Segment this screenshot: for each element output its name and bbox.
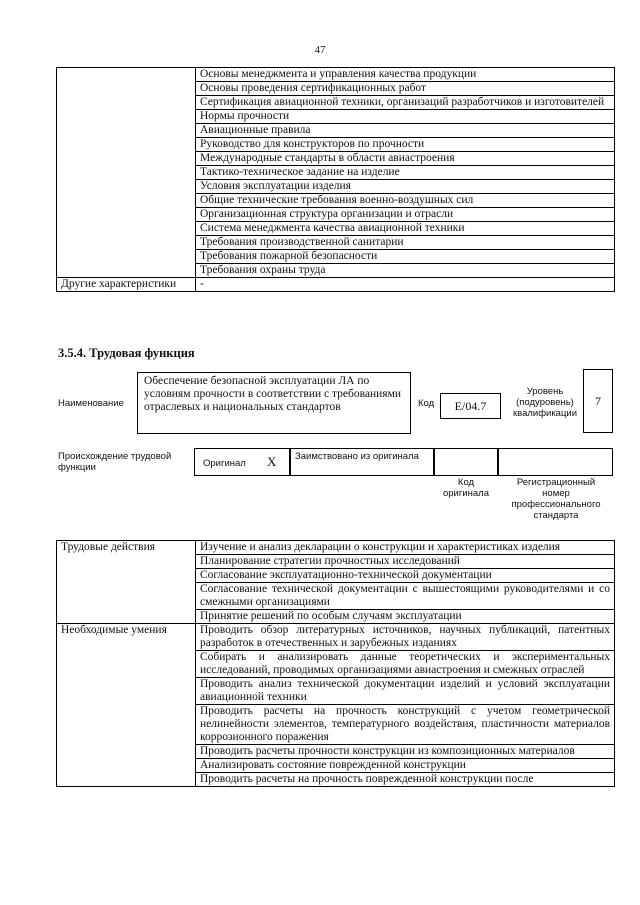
knowledge-item: Требования производственной санитарии	[196, 236, 615, 250]
knowledge-label-cell	[57, 68, 196, 278]
borrowed-box: Заимствовано из оригинала	[290, 448, 434, 476]
code-original-box	[434, 448, 498, 476]
code-original-label: Код оригинала	[442, 477, 489, 499]
original-label: Оригинал	[203, 458, 246, 469]
origin-label: Происхождение трудовой функции	[58, 451, 172, 473]
required-skill: Анализировать состояние поврежденной конструкции	[196, 759, 615, 773]
knowledge-item: Нормы прочности	[196, 110, 615, 124]
table-row	[57, 278, 615, 292]
reg-number-label: Регистрационный номер профессионального стандарта	[511, 477, 601, 521]
knowledge-table	[56, 67, 615, 292]
required-skill-group-label: Необходимые умения	[57, 624, 196, 787]
original-box	[194, 448, 290, 476]
knowledge-item: Условия эксплуатации изделия	[196, 180, 615, 194]
knowledge-item: Основы менеджмента и управления качества продукции	[196, 68, 615, 82]
knowledge-item: Система менеджмента качества авиационной техники	[196, 222, 615, 236]
function-table	[56, 540, 615, 787]
page-number: 47	[314, 44, 326, 56]
knowledge-item: Тактико-техническое задание на изделие	[196, 166, 615, 180]
knowledge-item: Авиационные правила	[196, 124, 615, 138]
required-skill: Собирать и анализировать данные теоретических и экспериментальных исследований, проводимых организациями авиастроения и смежных отраслей	[196, 651, 615, 678]
original-mark: X	[267, 454, 277, 469]
knowledge-item: Международные стандарты в области авиастроения	[196, 152, 615, 166]
knowledge-item: Требования пожарной безопасности	[196, 250, 615, 264]
required-skill: Проводить расчеты прочности конструкции из композиционных материалов	[196, 745, 615, 759]
required-skill: Проводить расчеты на прочность поврежденной конструкции после	[196, 773, 615, 787]
knowledge-item: Организационная структура организации и отрасли	[196, 208, 615, 222]
labour-action-group-label: Трудовые действия	[57, 541, 196, 624]
knowledge-item: Сертификация авиационной техники, организаций разработчиков и изготовителей	[196, 96, 615, 110]
required-skill: Проводить обзор литературных источников, научных публикаций, патентных разработок в отечественных и зарубежных изданиях	[196, 624, 615, 651]
other-characteristics-value: -	[196, 278, 615, 292]
knowledge-item: Основы проведения сертификационных работ	[196, 82, 615, 96]
knowledge-item: Руководство для конструкторов по прочности	[196, 138, 615, 152]
table-row	[57, 624, 615, 651]
labour-action: Согласование технической документации с вышестоящими руководителями и со смежными организациями	[196, 583, 615, 610]
table-row	[57, 541, 615, 555]
labour-action: Принятие решений по особым случаям эксплуатации	[196, 610, 615, 624]
labour-action: Планирование стратегии прочностных исследований	[196, 555, 615, 569]
other-characteristics-label: Другие характеристики	[57, 278, 196, 292]
labour-action: Изучение и анализ декларации о конструкции и характеристиках изделия	[196, 541, 615, 555]
knowledge-item: Общие технические требования военно-воздушных сил	[196, 194, 615, 208]
name-label: Наименование	[58, 398, 124, 409]
function-name-box: Обеспечение безопасной эксплуатации ЛА по условиям прочности в соответствии с требованиями отраслевых и национальных стандартов	[137, 372, 411, 434]
labour-action: Согласование эксплуатационно-технической документации	[196, 569, 615, 583]
required-skill: Проводить расчеты на прочность конструкций с учетом геометрической нелинейности элементов, температурного воздействия, пластичности материалов коррозионного поражения	[196, 705, 615, 745]
reg-number-box	[498, 448, 613, 476]
required-skill: Проводить анализ технической документации изделий и условий эксплуатации авиационной техники	[196, 678, 615, 705]
section-heading: 3.5.4. Трудовая функция	[58, 346, 195, 360]
level-label: Уровень (подуровень) квалификации	[512, 386, 578, 419]
table-row	[57, 68, 615, 82]
level-value-box: 7	[583, 369, 613, 433]
code-label: Код	[418, 398, 435, 409]
knowledge-item: Требования охраны труда	[196, 264, 615, 278]
code-value-box: Е/04.7	[440, 393, 501, 419]
